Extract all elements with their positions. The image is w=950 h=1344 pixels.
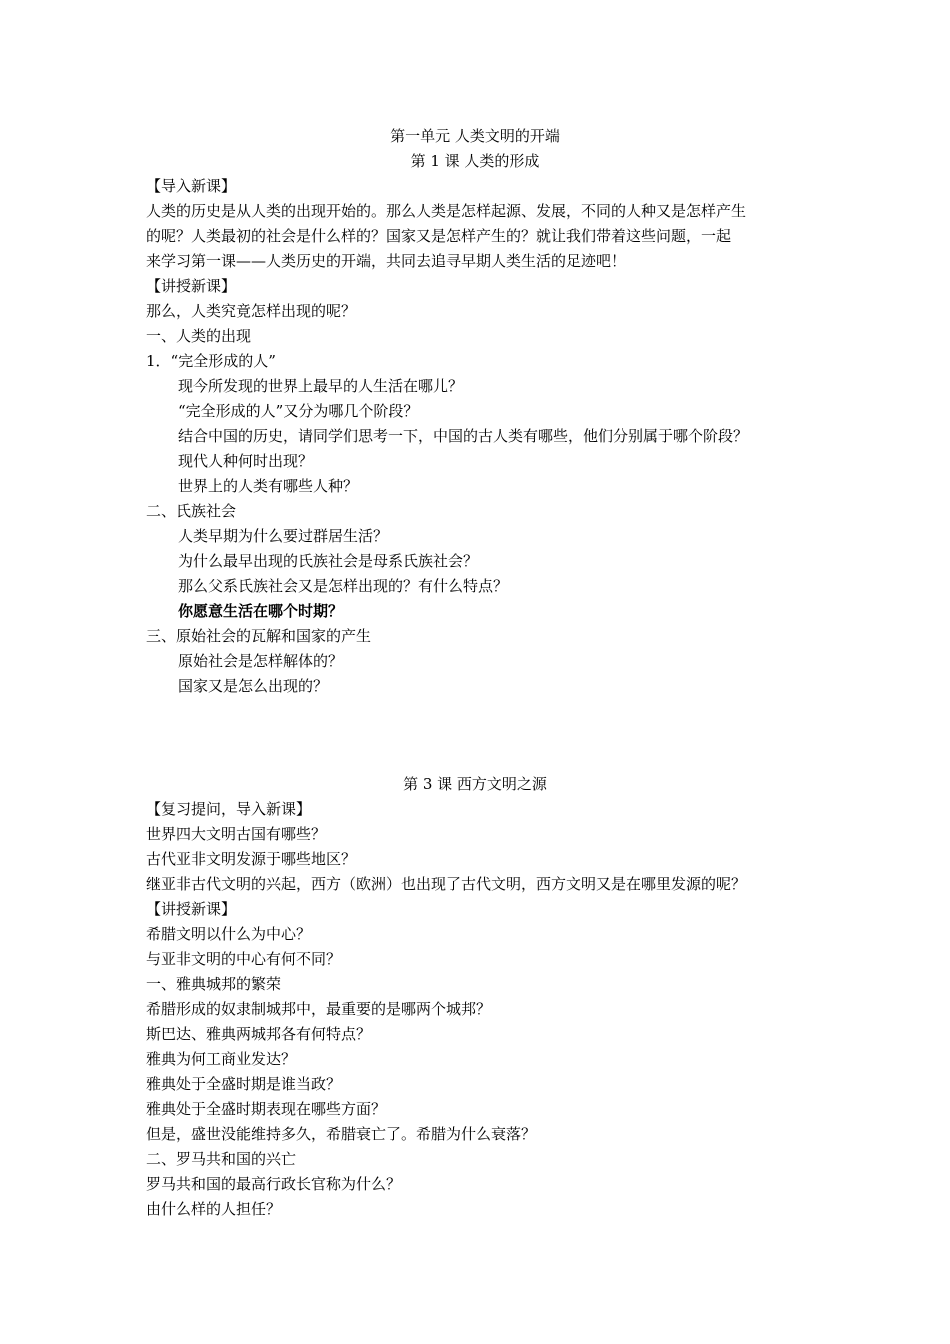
- question-item: 希腊文明以什么为中心？: [146, 925, 312, 943]
- question-item: 现今所发现的世界上最早的人生活在哪儿？: [178, 377, 464, 395]
- intro-heading: 【导入新课】: [146, 177, 237, 195]
- part-athens-heading: 一、雅典城邦的繁荣: [146, 975, 282, 993]
- part-2-heading: 二、氏族社会: [146, 502, 237, 520]
- unit-title: 第一单元 人类文明的开端: [390, 127, 560, 145]
- question-item: 雅典处于全盛时期表现在哪些方面？: [146, 1100, 387, 1118]
- part-1-heading: 一、人类的出现: [146, 327, 252, 345]
- intro-paragraph-line-3: 来学习第一课——人类历史的开端，共同去追寻早期人类生活的足迹吧！: [146, 252, 627, 270]
- review-heading: 【复习提问，导入新课】: [146, 800, 312, 818]
- question-item: 为什么最早出现的氏族社会是母系氏族社会？: [178, 552, 479, 570]
- question-item: 但是，盛世没能维持多久，希腊衰亡了。希腊为什么衰落？: [146, 1125, 537, 1143]
- teach-heading: 【讲授新课】: [146, 277, 237, 295]
- question-item: 与亚非文明的中心有何不同？: [146, 950, 342, 968]
- question-item: 斯巴达、雅典两城邦各有何特点？: [146, 1025, 372, 1043]
- question-item: 古代亚非文明发源于哪些地区？: [146, 850, 357, 868]
- question-item: 继亚非古代文明的兴起，西方（欧洲）也出现了古代文明，西方文明又是在哪里发源的呢？: [146, 875, 747, 893]
- lesson-1-title: 第 1 课 人类的形成: [410, 152, 540, 170]
- teach-heading-2: 【讲授新课】: [146, 900, 237, 918]
- question-item: 雅典处于全盛时期是谁当政？: [146, 1075, 342, 1093]
- part-3-heading: 三、原始社会的瓦解和国家的产生: [146, 627, 372, 645]
- part-rome-heading: 二、罗马共和国的兴亡: [146, 1150, 297, 1168]
- question-item: 现代人种何时出现？: [178, 452, 314, 470]
- question-item: 那么父系氏族社会又是怎样出现的？有什么特点？: [178, 577, 509, 595]
- question-item: 国家又是怎么出现的？: [178, 677, 329, 695]
- question-item: 原始社会是怎样解体的？: [178, 652, 344, 670]
- question-item: 希腊形成的奴隶制城邦中，最重要的是哪两个城邦？: [146, 1000, 492, 1018]
- question-item: 雅典为何工商业发达？: [146, 1050, 297, 1068]
- question-item: 世界上的人类有哪些人种？: [178, 477, 359, 495]
- intro-paragraph-line-1: 人类的历史是从人类的出现开始的。那么人类是怎样起源、发展，不同的人种又是怎样产生: [146, 202, 747, 220]
- question-item: 世界四大文明古国有哪些？: [146, 825, 327, 843]
- question-item: 由什么样的人担任？: [146, 1200, 282, 1218]
- lesson-3-title: 第 3 课 西方文明之源: [403, 775, 547, 793]
- question-item: 结合中国的历史，请同学们思考一下，中国的古人类有哪些，他们分别属于哪个阶段？: [178, 427, 749, 445]
- question-item: 人类早期为什么要过群居生活？: [178, 527, 389, 545]
- teach-question: 那么，人类究竟怎样出现的呢？: [146, 302, 357, 320]
- intro-paragraph-line-2: 的呢？人类最初的社会是什么样的？国家又是怎样产生的？就让我们带着这些问题，一起: [146, 227, 732, 245]
- question-item: “完全形成的人”又分为哪几个阶段？: [178, 402, 419, 420]
- part-1-subheading: 1．“完全形成的人”: [146, 352, 276, 370]
- question-item-bold: 你愿意生活在哪个时期？: [178, 602, 344, 620]
- question-item: 罗马共和国的最高行政长官称为什么？: [146, 1175, 402, 1193]
